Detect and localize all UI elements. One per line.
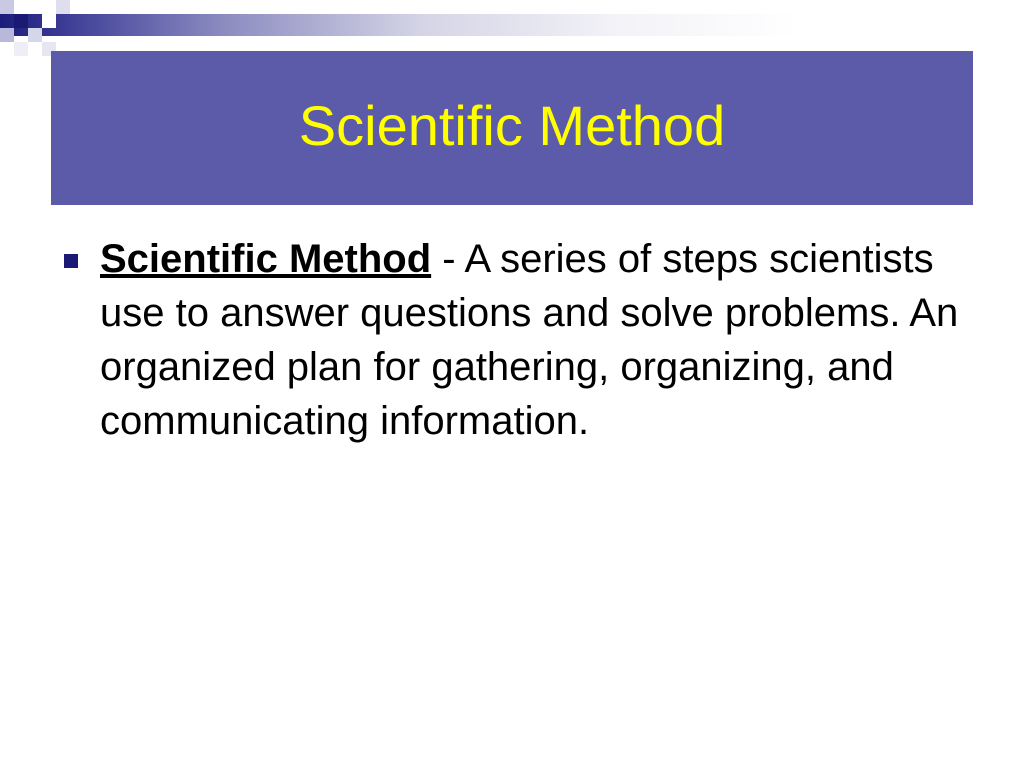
corner-square-decoration: [14, 14, 28, 28]
square-bullet-icon: [64, 254, 78, 268]
header-gradient-band: [0, 14, 1024, 36]
bullet-term: Scientific Method: [100, 237, 432, 281]
bullet-text: [100, 232, 962, 448]
corner-square-decoration: [0, 28, 14, 42]
bullet-separator: -: [431, 237, 465, 281]
bullet-definition: A series of steps scientists use to answer questions and solve problems. An organized plan for gathering, organizing, and communicating information.: [100, 237, 959, 443]
corner-square-decoration: [0, 0, 14, 14]
slide-body: [62, 232, 962, 448]
corner-square-decoration: [42, 14, 56, 28]
bullet-item: [62, 232, 962, 448]
corner-square-decoration: [14, 42, 28, 56]
slide-title: Scientific Method: [298, 93, 726, 157]
corner-square-decoration: [28, 0, 42, 14]
corner-square-decoration: [28, 28, 42, 42]
title-banner: [51, 51, 973, 205]
corner-square-decoration: [56, 0, 70, 14]
